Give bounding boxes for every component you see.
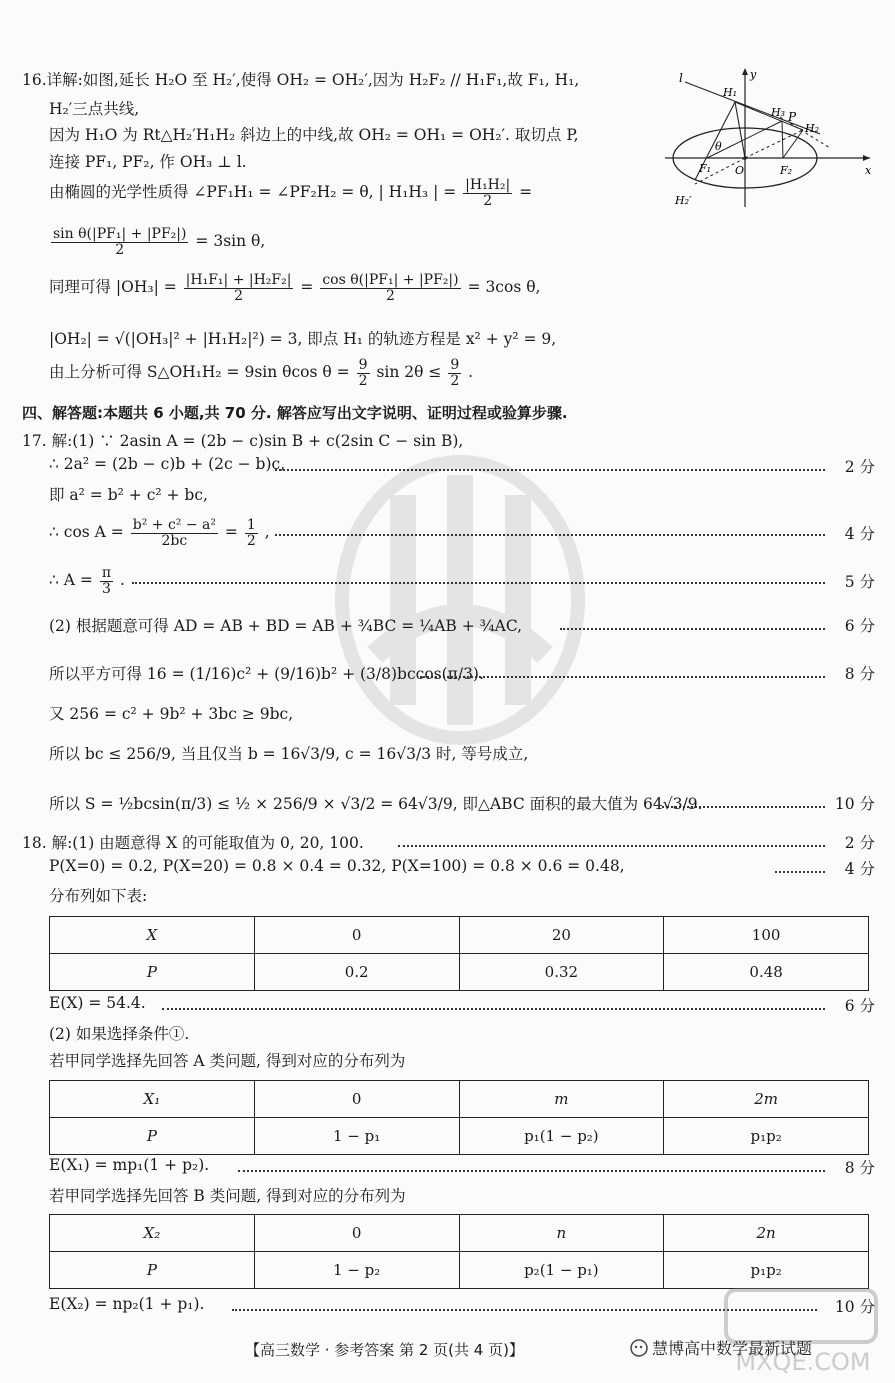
score-label: 6 分 bbox=[844, 997, 875, 1015]
score-label: 10 分 bbox=[834, 795, 875, 813]
table-cell: 0.48 bbox=[664, 954, 869, 991]
corner-watermark-logo bbox=[718, 1282, 888, 1380]
label-h3: H₃ bbox=[771, 106, 786, 119]
table-cell: 1 − p₁ bbox=[254, 1118, 459, 1155]
dotted-leader bbox=[238, 1170, 825, 1172]
fraction: $\frac{\text{cos θ(|PF₁| + |PF₂|)}}{2}$ bbox=[322, 272, 459, 304]
q18-line-4: E(X) = 54.4. 6 分 bbox=[49, 994, 875, 1015]
q16-line-6: $\frac{\text{sin θ(|PF₁| + |PF₂|)}}{2}$ = 3sin θ, bbox=[53, 226, 266, 258]
table-cell: 2n bbox=[664, 1215, 869, 1252]
table-cell: p₁p₂ bbox=[664, 1118, 869, 1155]
q17-line-2: ∴ 2a² = (2b − c)b + (2c − b)c, 2 分 bbox=[49, 455, 875, 476]
x-axis-arrow-icon bbox=[863, 155, 870, 161]
q16-line-3: 因为 H₁O 为 Rt△H₂′H₁H₂ 斜边上的中线,故 OH₂ = OH₁ = OH₂′. 取切点 P, bbox=[49, 126, 579, 144]
dotted-leader bbox=[560, 628, 825, 630]
label-l: l bbox=[679, 71, 683, 85]
q17-line-4: ∴ cos A = $\frac{\text{b² + c² − a²}}{2bc}$ = $\frac{1}{2}$ , 4 分 bbox=[49, 517, 875, 549]
dotted-leader bbox=[275, 534, 825, 536]
q16-line-7: 同理可得 |OH₃| = $\frac{\text{|H₁F₁| + |H₂F₂|}}{2}$ = $\frac{\text{cos θ(|PF₁| + |PF₂|)}}{2}$ = 3cos θ, bbox=[49, 272, 541, 304]
table-row bbox=[50, 1118, 869, 1155]
score-label: 8 分 bbox=[844, 665, 875, 683]
score-label: 4 分 bbox=[844, 860, 875, 878]
q16-line-2: H₂′三点共线, bbox=[49, 100, 140, 118]
y-axis-arrow-icon bbox=[742, 68, 748, 75]
table-cell: X₁ bbox=[50, 1081, 255, 1118]
q17-line-1: 17. 解:(1) ∵ 2asin A = (2b − c)sin B + c(2sin C − sin B), bbox=[22, 432, 464, 450]
q17-line-8: 又 256 = c² + 9b² + 3bc ≥ 9bc, bbox=[49, 705, 294, 723]
q18-line-5: (2) 如果选择条件①. bbox=[49, 1025, 190, 1043]
table-cell: p₂(1 − p₁) bbox=[459, 1252, 664, 1289]
table-cell: m bbox=[459, 1081, 664, 1118]
table-cell: 1 − p₂ bbox=[254, 1252, 459, 1289]
q16-line-8: |OH₂| = √(|OH₃|² + |H₁H₂|²) = 3, 即点 H₁ 的轨迹方程是 x² + y² = 9, bbox=[49, 330, 557, 348]
q17-line-10: 所以 S = ½bcsin(π/3) ≤ ½ × 256/9 × √3/2 = 64√3/9, 即△ABC 面积的最大值为 64√3/9. 10 分 bbox=[0, 792, 895, 818]
origin-point bbox=[743, 156, 747, 160]
label-theta: θ bbox=[715, 140, 722, 153]
table-cell: p₁(1 − p₂) bbox=[459, 1118, 664, 1155]
dotted-leader bbox=[162, 1008, 825, 1010]
table-cell: X bbox=[50, 917, 255, 954]
table-cell: 0 bbox=[254, 1081, 459, 1118]
score-label: 10 分 bbox=[834, 1298, 875, 1316]
score-label: 8 分 bbox=[844, 1159, 875, 1177]
table-row bbox=[50, 1215, 869, 1252]
q16-line-5: 由椭圆的光学性质得 ∠PF₁H₁ = ∠PF₂H₂ = θ, | H₁H₃ | = $\frac{\text{|H₁H₂|}}{2}$ = bbox=[49, 177, 533, 209]
table-cell: P bbox=[50, 1252, 255, 1289]
label-p: P bbox=[788, 110, 797, 124]
tangent-line-l bbox=[685, 82, 820, 134]
dotted-leader bbox=[662, 806, 825, 808]
q18-line-1: 18. 解:(1) 由题意得 X 的可能取值为 0, 20, 100. 2 分 bbox=[0, 831, 895, 857]
fraction: $\frac{\text{|H₁F₁| + |H₂F₂|}}{2}$ bbox=[185, 272, 292, 304]
section-4-title: 四、解答题:本题共 6 小题,共 70 分. 解答应写出文字说明、证明过程或验算步骤. bbox=[22, 404, 568, 422]
label-y: y bbox=[750, 68, 757, 81]
table-cell: P bbox=[50, 1118, 255, 1155]
fraction: $\frac{9}{2}$ bbox=[450, 357, 460, 389]
score-label: 6 分 bbox=[844, 617, 875, 635]
label-f2: F₂ bbox=[780, 164, 793, 177]
wechat-icon bbox=[630, 1339, 648, 1357]
table-cell: 0 bbox=[254, 917, 459, 954]
table-cell: 20 bbox=[459, 917, 664, 954]
dotted-leader bbox=[398, 845, 825, 847]
segment-h1-o bbox=[735, 102, 745, 158]
dotted-leader bbox=[275, 469, 825, 471]
table-cell: 2m bbox=[664, 1081, 869, 1118]
score-label: 4 分 bbox=[844, 525, 875, 543]
page-footer: 【高三数学 · 参考答案 第 2 页(共 4 页)】 bbox=[245, 1341, 524, 1359]
q18-line-9: E(X₂) = np₂(1 + p₁). 10 分 bbox=[49, 1295, 875, 1316]
table-cell: 0 bbox=[254, 1215, 459, 1252]
dotted-leader bbox=[132, 582, 825, 584]
fraction: $\frac{1}{2}$ bbox=[246, 517, 256, 549]
label-x: x bbox=[865, 164, 872, 177]
dotted-leader bbox=[775, 871, 825, 873]
q18-line-6: 若甲同学选择先回答 A 类问题, 得到对应的分布列为 bbox=[49, 1052, 406, 1070]
label-h2-prime: H₂′ bbox=[675, 194, 692, 207]
table-cell: p₁p₂ bbox=[664, 1252, 869, 1289]
watermark-emblem bbox=[335, 455, 585, 745]
score-label: 5 分 bbox=[844, 573, 875, 591]
segment-f2-h2 bbox=[783, 130, 803, 158]
q17-line-6: (2) 根据题意可得 AD = AB + BD = AB + ¾BC = ¼AB + ¾AC, 6 分 bbox=[0, 614, 895, 640]
table-cell: 0.2 bbox=[254, 954, 459, 991]
label-h1: H₁ bbox=[723, 86, 738, 99]
q18-line-3: 分布列如下表: bbox=[49, 887, 148, 905]
q16-l5-text: 由椭圆的光学性质得 ∠PF₁H₁ = ∠PF₂H₂ = θ, | H₁H₃ | = bbox=[49, 183, 457, 202]
q16-line-9: 由上分析可得 S△OH₁H₂ = 9sin θcos θ = $\frac{9}{2}$ sin 2θ ≤ $\frac{9}{2}$ . bbox=[49, 357, 474, 389]
table-row bbox=[50, 917, 869, 954]
label-o: O bbox=[735, 164, 745, 177]
table-cell: 100 bbox=[664, 917, 869, 954]
fraction: $\frac{9}{2}$ bbox=[358, 357, 368, 389]
q18-line-2: P(X=0) = 0.2, P(X=20) = 0.8 × 0.4 = 0.32, P(X=100) = 0.8 × 0.6 = 0.48, 4 分 bbox=[49, 857, 875, 878]
label-h2: H₂ bbox=[805, 122, 820, 135]
table-cell: X₂ bbox=[50, 1215, 255, 1252]
distribution-table-x2 bbox=[49, 1214, 869, 1289]
ellipse-diagram bbox=[665, 62, 880, 212]
segment-o-h2 bbox=[745, 130, 803, 158]
score-label: 2 分 bbox=[844, 458, 875, 476]
table-cell: n bbox=[459, 1215, 664, 1252]
q16-line-1: 16.详解:如图,延长 H₂O 至 H₂′,使得 OH₂ = OH₂′,因为 H₂F₂ // H₁F₁,故 F₁, H₁, bbox=[22, 71, 580, 89]
q17-line-9: 所以 bc ≤ 256/9, 当且仅当 b = 16√3/9, c = 16√3/3 时, 等号成立, bbox=[49, 745, 529, 763]
site-watermark-text: MXQE.COM bbox=[735, 1348, 871, 1376]
fraction: $\frac{\text{|H₁H₂|}}{2}$ bbox=[465, 177, 511, 209]
brand-watermark-text: 慧博高中数学最新试题 bbox=[652, 1339, 813, 1358]
fraction: $\frac{\text{b² + c² − a²}}{2bc}$ bbox=[132, 517, 216, 549]
table-cell: 0.32 bbox=[459, 954, 664, 991]
q17-line-5: ∴ A = $\frac{\pi}{3}$ . 5 分 bbox=[49, 565, 875, 597]
distribution-table-x bbox=[49, 916, 869, 991]
q17-line-3: 即 a² = b² + c² + bc, bbox=[49, 486, 208, 504]
dotted-leader bbox=[420, 676, 825, 678]
q17-line-7: 所以平方可得 16 = (1/16)c² + (9/16)b² + (3/8)bccos(π/3). 8 分 bbox=[0, 662, 895, 688]
label-f1: F₁ bbox=[699, 162, 712, 175]
table-cell: P bbox=[50, 954, 255, 991]
fraction: $\frac{\text{sin θ(|PF₁| + |PF₂|)}}{2}$ bbox=[53, 226, 187, 258]
fraction: $\frac{\pi}{3}$ bbox=[101, 565, 112, 597]
score-label: 2 分 bbox=[844, 834, 875, 852]
q18-line-7: E(X₁) = mp₁(1 + p₂). 8 分 bbox=[49, 1156, 875, 1177]
table-row bbox=[50, 1081, 869, 1118]
distribution-table-x1 bbox=[49, 1080, 869, 1155]
q18-line-8: 若甲同学选择先回答 B 类问题, 得到对应的分布列为 bbox=[49, 1187, 406, 1205]
q16-line-4: 连接 PF₁, PF₂, 作 OH₃ ⊥ l. bbox=[49, 153, 247, 171]
table-row bbox=[50, 954, 869, 991]
